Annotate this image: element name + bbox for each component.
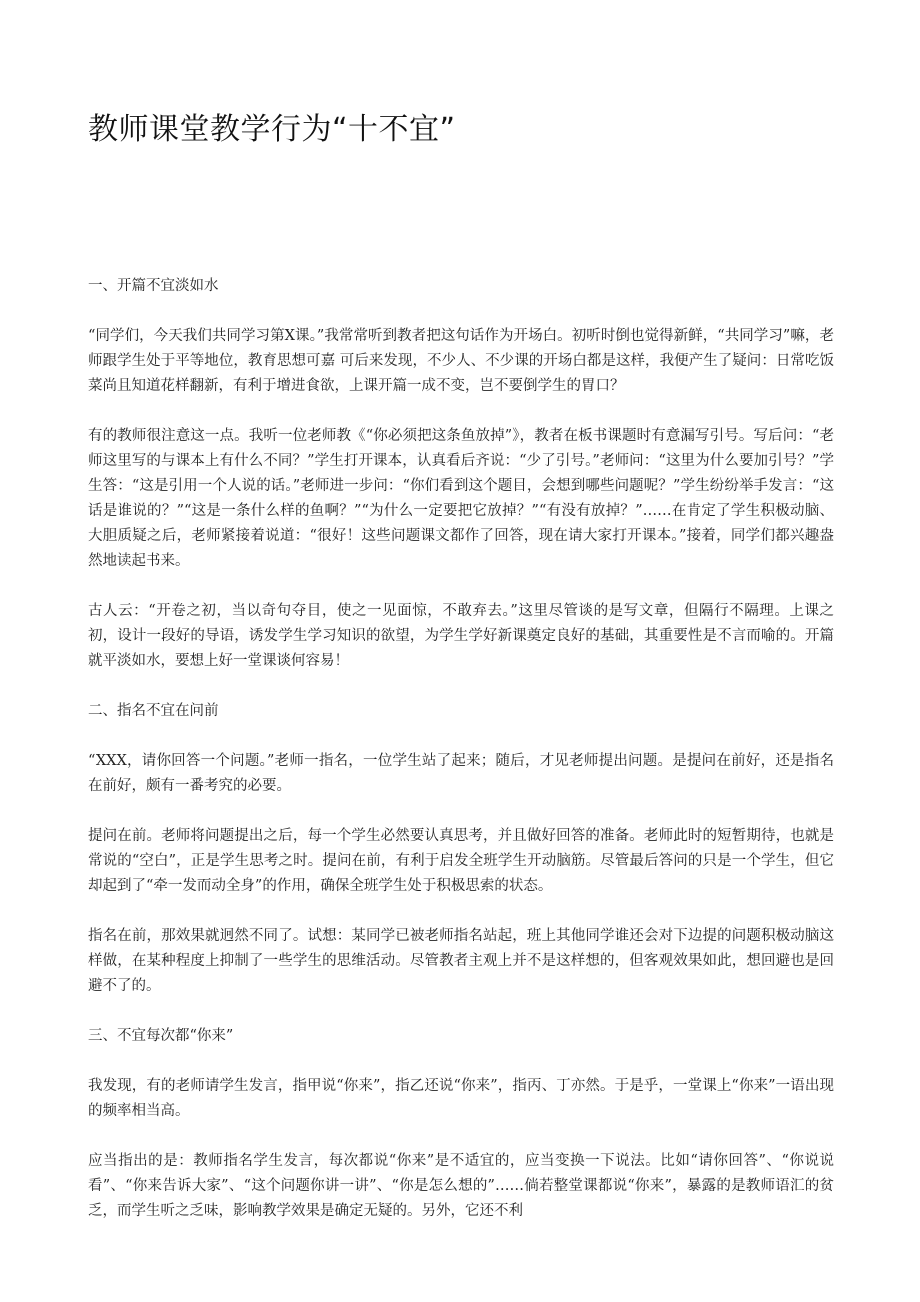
- document-title: 教师课堂教学行为“十不宜”: [88, 112, 456, 147]
- paragraph: 我发现，有的老师请学生发言，指甲说“你来”，指乙还说“你来”，指丙、丁亦然。于是乎，一堂课上“你来”一语出现的频率相当高。: [88, 1078, 834, 1119]
- section-heading-1: 一、开篇不宜淡如水: [88, 278, 219, 294]
- section-heading-3: 三、不宜每次都“你来”: [88, 1028, 234, 1044]
- paragraph: 古人云：“开卷之初，当以奇句夺目，使之一见面惊，不敢弃去。”这里尽管谈的是写文章，但隔行不隔理。上课之初，设计一段好的导语，诱发学生学习知识的欲望，为学生学好新课奠定良好的基础，其重要性是不言而喻的。开篇就平淡如水，要想上好一堂课谈何容易！: [88, 603, 834, 669]
- paragraph: “XXX，请你回答一个问题。”老师一指名，一位学生站了起来；随后，才见老师提出问题。是提问在前好，还是指名在前好，颇有一番考究的必要。: [88, 753, 834, 794]
- paragraph: 提问在前。老师将问题提出之后，每一个学生必然要认真思考，并且做好回答的准备。老师此时的短暂期待，也就是常说的“空白”，正是学生思考之时。提问在前，有利于启发全班学生开动脑筋。尽管最后答问的只是一个学生，但它却起到了“牵一发而动全身”的作用，确保全班学生处于积极思索的状态。: [88, 828, 834, 894]
- paragraph: 指名在前，那效果就迥然不同了。试想：某同学已被老师指名站起，班上其他同学谁还会对下边提的问题积极动脑这样做，在某种程度上抑制了一些学生的思维活动。尽管教者主观上并不是这样想的，但客观效果如此，想回避也是回避不了的。: [88, 928, 834, 994]
- paragraph: “同学们，今天我们共同学习第X课。”我常常听到教者把这句话作为开场白。初听时倒也觉得新鲜，“共同学习”嘛，老师跟学生处于平等地位，教育思想可嘉 可后来发现，不少人、不少课的开场白都是这样，我便产生了疑问：日常吃饭菜尚且知道花样翻新，有利于增进食欲，上课开篇一成不变，岂不要倒学生的胃口？: [88, 328, 834, 394]
- paragraph: 应当指出的是：教师指名学生发言，每次都说“你来”是不适宜的，应当变换一下说法。比如“请你回答”、“你说说看”、“你来告诉大家”、“这个问题你讲一讲”、“你是怎么想的”……倘若整堂课都说“你来”，暴露的是教师语汇的贫乏，而学生听之乏味，影响教学效果是确定无疑的。另外，它还不利: [88, 1153, 834, 1219]
- document-body: [88, 274, 834, 1249]
- paragraph: 有的教师很注意这一点。我听一位老师教《“你必须把这条鱼放掉”》，教者在板书课题时有意漏写引号。写后问：“老师这里写的与课本上有什么不同？”学生打开课本，认真看后齐说：“少了引号。”老师问：“这里为什么要加引号？”学生答：“这是引用一个人说的话。”老师进一步问：“你们看到这个题目，会想到哪些问题呢？”学生纷纷举手发言：“这话是谁说的？”“这是一条什么样的鱼啊？”“为什么一定要把它放掉？”“有没有放掉？”……在肯定了学生积极动脑、大胆质疑之后，老师紧接着说道：“很好！这些问题课文都作了回答，现在请大家打开课本。”接着，同学们都兴趣盎然地读起书来。: [88, 428, 834, 569]
- section-heading-2: 二、指名不宜在问前: [88, 703, 219, 719]
